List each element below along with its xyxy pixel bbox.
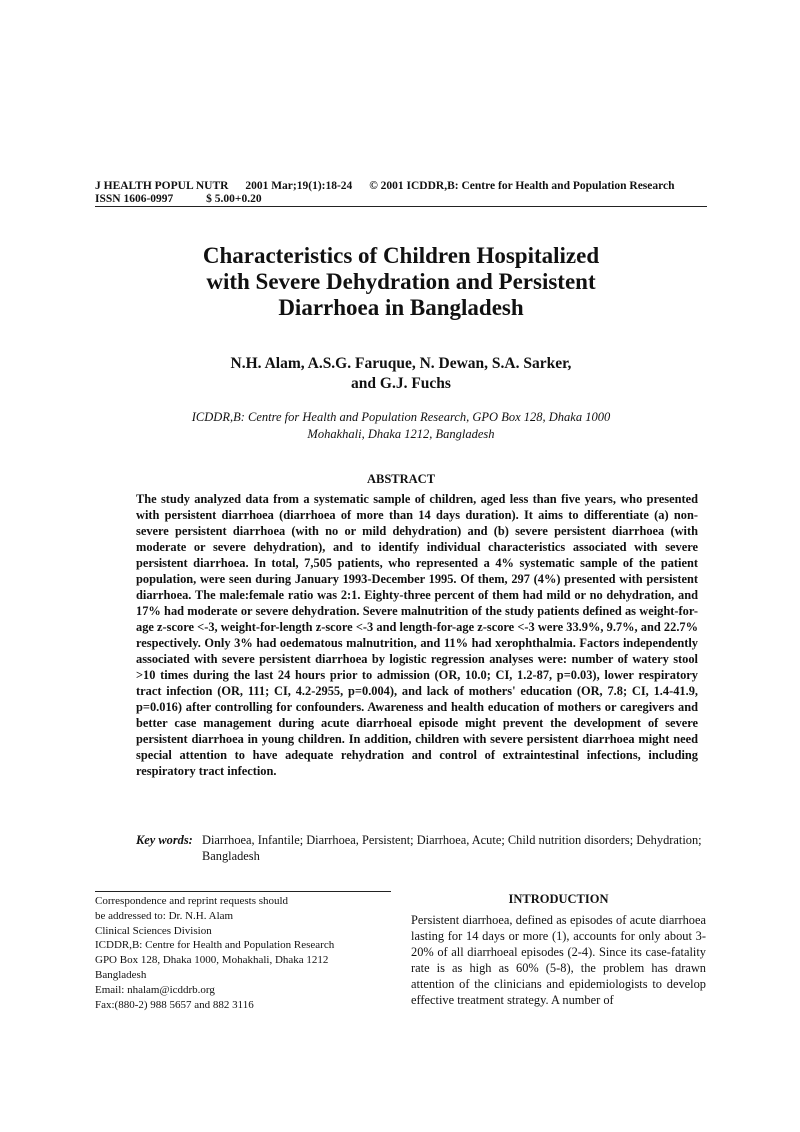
abstract-text: The study analyzed data from a systematic sample of children, aged less than five years, who presented with persistent diarrhoea (diarrhoea of more than 14 days duration). It aims to differentiate (a) non-severe persistent diarrhoea (with no or mild dehydration) and (b) severe persistent diarrhoea (with moderate or severe dehydration), and to identify individual characteristics associated with severe persistent diarrhoea. In total, 7,505 patients, who represented a 4% systematic sample of the patient population, were seen during January 1993-December 1995. Of them, 297 (4%) presented with persistent diarrhoea. The male:female ratio was 2:1. Eighty-three percent of them had mild or no dehydration, and 17% had moderate or severe dehydration. Severe malnutrition of the study patients defined as weight-for-age z-score <-3, weight-for-length z-score <-3 and length-for-age z-score <-3 were 33.9%, 9.7%, and 22.7% respectively. Only 3% had oedematous malnutrition, and 11% had xerophthalmia. Factors independently associated with severe persistent diarrhoea by logistic regression analyses were: number of watery stool >10 times during the last 24 hours prior to admission (OR, 10.0; CI, 1.2-87, p=0.03), lower respiratory tract infection (OR, 111; CI, 4.2-2955, p=0.004), and lack of mothers' education (OR, 7.8; CI, 1.4-41.9, p=0.016) after controlling for confounders. Awareness and health education of mothers or caregivers and better case management during acute diarrhoeal episode might prevent the development of severe persistent diarrhoea in young children. In addition, children with severe persistent diarrhoea might need special attention to have adequate rehydration and control of extraintestinal infections, including respiratory tract infection. — [136, 492, 698, 778]
footnote-email: Email: nhalam@icddrb.org — [95, 983, 215, 996]
journal-citation: 2001 Mar;19(1):18-24 — [245, 180, 353, 192]
affiliation-line-2: Mohakhali, Dhaka 1212, Bangladesh — [307, 427, 495, 441]
title-line-1: Characteristics of Children Hospitalized — [202, 243, 600, 268]
issn: ISSN 1606-0997 — [95, 193, 174, 205]
affiliation — [95, 409, 707, 443]
footnote-divider — [95, 891, 391, 892]
footnote-fax: Fax:(880-2) 988 5657 and 882 3116 — [95, 998, 254, 1011]
footnote-line: Bangladesh — [95, 968, 147, 981]
authors-line-2: and G.J. Fuchs — [351, 375, 451, 392]
article-title — [95, 243, 707, 321]
correspondence-footnote — [95, 894, 395, 1012]
authors-line-1: N.H. Alam, A.S.G. Faruque, N. Dewan, S.A. Sarker, — [230, 355, 572, 372]
footnote-line: Correspondence and reprint requests should — [95, 895, 289, 907]
keywords-label: Key words: — [136, 833, 193, 847]
introduction-heading: INTRODUCTION — [508, 892, 609, 906]
keywords-text: Diarrhoea, Infantile; Diarrhoea, Persistent; Diarrhoea, Acute; Child nutrition disorders; Dehydration; Bangladesh — [202, 833, 702, 863]
keywords — [136, 832, 706, 864]
footnote-line: Clinical Sciences Division — [95, 924, 212, 937]
footnote-line: GPO Box 128, Dhaka 1000, Mohakhali, Dhaka 1212 — [95, 954, 329, 967]
header-row-2 — [95, 193, 707, 206]
abstract-heading: ABSTRACT — [366, 472, 436, 486]
header-divider — [95, 206, 707, 207]
title-line-2: with Severe Dehydration and Persistent — [206, 269, 596, 294]
author-list — [95, 354, 707, 394]
footnote-line: be addressed to: Dr. N.H. Alam — [95, 909, 234, 922]
header-row-1 — [95, 180, 707, 193]
journal-header — [95, 180, 707, 206]
title-line-3: Diarrhoea in Bangladesh — [278, 295, 524, 320]
affiliation-line-1: ICDDR,B: Centre for Health and Population Research, GPO Box 128, Dhaka 1000 — [191, 410, 611, 424]
price: $ 5.00+0.20 — [206, 193, 262, 205]
journal-name: J HEALTH POPUL NUTR — [95, 180, 229, 192]
copyright-notice: © 2001 ICDDR,B: Centre for Health and Population Research — [369, 180, 675, 192]
footnote-line: ICDDR,B: Centre for Health and Population Research — [95, 939, 335, 952]
introduction-text: Persistent diarrhoea, defined as episodes of acute diarrhoea lasting for 14 days or more (1), accounts for only about 3-20% of all diarrhoeal episodes (2-4). Since its case-fatality rate is as high as 60% (5-8), the problem has drawn attention of the clinicians and epidemiologists to develop effective treatment strategy. A number of — [411, 913, 706, 1007]
